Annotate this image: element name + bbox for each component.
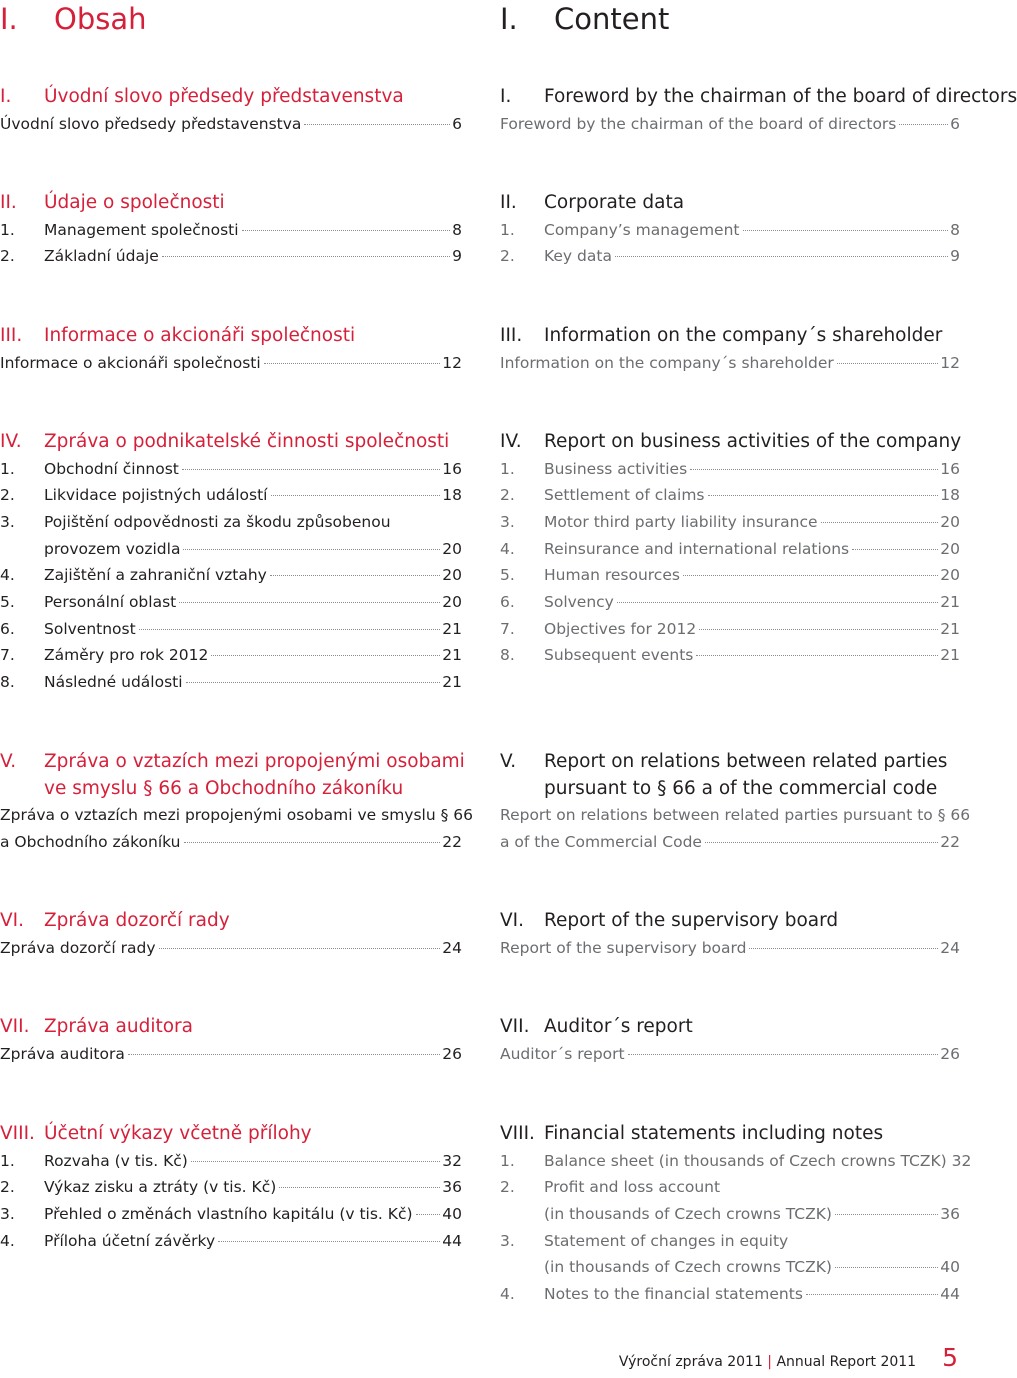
dot-leader — [182, 469, 440, 470]
toc-entry — [0, 589, 462, 616]
dot-leader — [835, 1214, 938, 1215]
dot-leader — [218, 1241, 440, 1242]
toc-entry — [0, 1041, 462, 1068]
entry-title: Report on relations between related parties pursuant to § 66 — [500, 806, 971, 824]
entry-title: Zpráva dozorčí rady — [0, 938, 156, 957]
dot-leader — [183, 549, 440, 550]
toc-entry — [500, 1148, 972, 1175]
entry-page-number: 20 — [940, 512, 960, 531]
toc-section — [500, 1121, 972, 1308]
entry-page-number: 21 — [940, 593, 960, 612]
toc-entry — [500, 616, 960, 643]
toc-entry — [500, 1281, 960, 1308]
entry-page-number: 8 — [950, 220, 960, 239]
footer-report-english: Annual Report 2011 — [776, 1354, 917, 1370]
toc-section — [500, 429, 960, 669]
dot-leader — [899, 124, 948, 125]
entry-title: Zajištění a zahraniční vztahy — [44, 566, 267, 585]
section-number: III. — [0, 325, 23, 346]
toc-entry — [0, 509, 462, 536]
entry-page-number: 18 — [940, 486, 960, 505]
section-title: Report on business activities of the company — [544, 431, 962, 452]
dot-leader — [835, 1267, 938, 1268]
section-heading — [0, 1014, 462, 1041]
page-title-english — [500, 2, 669, 36]
dot-leader — [690, 469, 938, 470]
entry-number: 1. — [500, 459, 515, 478]
entry-page-number: 21 — [442, 619, 462, 638]
entry-number: 2. — [500, 486, 515, 505]
section-title: Informace o akcionáři společnosti — [44, 325, 356, 346]
dot-leader — [184, 842, 441, 843]
section-title: Zpráva dozorčí rady — [44, 910, 230, 931]
section-number: III. — [500, 325, 523, 346]
section-heading — [500, 908, 960, 935]
section-number: VII. — [500, 1016, 530, 1037]
toc-entry — [0, 935, 462, 962]
entry-title: Subsequent events — [544, 646, 694, 665]
section-title: pursuant to § 66 a of the commercial code — [544, 777, 938, 799]
section-title: Úvodní slovo předsedy představenstva — [44, 86, 404, 107]
section-number: II. — [0, 192, 17, 213]
entry-page-number: 6 — [452, 114, 462, 133]
entry-number: 6. — [500, 593, 515, 612]
section-title: Účetní výkazy včetně přílohy — [44, 1123, 312, 1144]
toc-entry — [500, 509, 960, 536]
entry-number: 2. — [0, 486, 15, 505]
section-heading — [500, 323, 960, 350]
entry-title: Notes to the financial statements — [544, 1285, 803, 1304]
entry-page-number: 9 — [950, 247, 960, 266]
toc-entry — [500, 802, 971, 829]
section-heading — [0, 323, 462, 350]
entry-number: 7. — [500, 619, 515, 638]
dot-leader — [271, 495, 441, 496]
toc-entry — [0, 350, 462, 377]
toc-section — [0, 190, 462, 270]
entry-title: a of the Commercial Code — [500, 832, 702, 851]
entry-page-number: 9 — [452, 247, 462, 266]
entry-page-number: 36 — [442, 1178, 462, 1197]
entry-title: Company’s management — [544, 220, 740, 239]
section-title: Zpráva auditora — [44, 1016, 193, 1037]
dot-leader — [696, 655, 938, 656]
entry-number: 1. — [500, 220, 515, 239]
entry-number: 8. — [0, 673, 15, 692]
toc-section — [0, 84, 462, 137]
entry-number: 4. — [500, 539, 515, 558]
dot-leader — [279, 1187, 440, 1188]
section-heading — [0, 1121, 462, 1148]
toc-entry — [500, 111, 960, 138]
dot-leader — [617, 602, 938, 603]
section-title: Information on the company´s shareholder — [544, 325, 943, 346]
entry-number: 4. — [0, 1231, 15, 1250]
dot-leader — [304, 124, 450, 125]
toc-entry — [0, 669, 462, 696]
toc-entry — [0, 243, 462, 270]
entry-page-number: 20 — [442, 566, 462, 585]
dot-leader — [837, 363, 939, 364]
section-number: II. — [500, 192, 517, 213]
entry-title: Následné události — [44, 673, 183, 692]
entry-title: Management společnosti — [44, 220, 239, 239]
entry-page-number: 16 — [940, 459, 960, 478]
toc-entry — [0, 1148, 462, 1175]
entry-number: 3. — [500, 512, 515, 531]
section-number: VIII. — [500, 1123, 535, 1144]
dot-leader — [743, 230, 949, 231]
dot-leader — [242, 230, 451, 231]
dot-leader — [162, 256, 450, 257]
entry-title: a Obchodního zákoníku — [0, 832, 181, 851]
section-heading — [0, 190, 462, 217]
section-title: Corporate data — [544, 192, 685, 213]
toc-entry — [500, 1174, 960, 1201]
entry-page-number: 32 — [442, 1151, 462, 1170]
entry-title: Rozvaha (v tis. Kč) — [44, 1151, 188, 1170]
toc-section — [0, 908, 462, 961]
entry-title: (in thousands of Czech crowns TCZK) — [544, 1258, 832, 1277]
section-heading — [500, 749, 960, 776]
entry-page-number: 20 — [940, 566, 960, 585]
toc-entry — [0, 829, 462, 856]
section-heading — [500, 776, 960, 803]
entry-number: 5. — [0, 593, 15, 612]
section-title: ve smyslu § 66 a Obchodního zákoníku — [44, 777, 404, 799]
section-heading — [500, 190, 960, 217]
entry-page-number: 20 — [442, 539, 462, 558]
page-title-czech — [0, 2, 147, 36]
entry-number: 3. — [500, 1231, 515, 1250]
dot-leader — [699, 629, 938, 630]
toc-entry — [500, 536, 960, 563]
entry-page-number: 22 — [442, 832, 462, 851]
toc-entry — [500, 217, 960, 244]
toc-entry — [500, 243, 960, 270]
entry-title: Statement of changes in equity — [544, 1231, 789, 1250]
section-number: VII. — [0, 1016, 30, 1037]
section-title: Auditor´s report — [544, 1016, 693, 1037]
entry-title: Zpráva o vztazích mezi propojenými osobami ve smyslu § 66 — [0, 806, 474, 824]
toc-entry — [500, 482, 960, 509]
dot-leader — [852, 549, 938, 550]
entry-number: 6. — [0, 619, 15, 638]
footer-report-czech: Výroční zpráva 2011 — [618, 1354, 763, 1370]
section-number: VIII. — [0, 1123, 35, 1144]
toc-entry — [500, 350, 960, 377]
entry-title: Záměry pro rok 2012 — [44, 646, 209, 665]
toc-section — [0, 1121, 462, 1254]
entry-page-number: 24 — [442, 938, 462, 957]
toc-entry — [0, 562, 462, 589]
section-title: Zpráva o vztazích mezi propojenými osobami — [44, 751, 465, 772]
entry-page-number: 6 — [950, 114, 960, 133]
title-text: Content — [554, 2, 670, 36]
entry-page-number: 12 — [442, 353, 462, 372]
toc-entry — [0, 802, 474, 829]
entry-page-number: 8 — [452, 220, 462, 239]
entry-number: 8. — [500, 646, 515, 665]
toc-entry — [0, 1174, 462, 1201]
dot-leader — [186, 682, 441, 683]
dot-leader — [806, 1294, 938, 1295]
entry-title: Report of the supervisory board — [500, 938, 747, 957]
entry-title: Základní údaje — [44, 247, 159, 266]
toc-entry — [0, 217, 462, 244]
entry-number: 1. — [500, 1151, 515, 1170]
dot-leader — [821, 522, 939, 523]
entry-title: Obchodní činnost — [44, 459, 179, 478]
dot-leader — [191, 1161, 440, 1162]
section-number: I. — [500, 86, 512, 107]
dot-leader — [179, 602, 440, 603]
section-heading — [0, 749, 465, 776]
section-heading — [500, 84, 1017, 111]
section-number: VI. — [0, 910, 24, 931]
entry-page-number: 21 — [940, 619, 960, 638]
dot-leader — [270, 575, 440, 576]
section-heading — [0, 776, 462, 803]
toc-section — [0, 1014, 462, 1067]
entry-number: 1. — [0, 1151, 15, 1170]
entry-title: Solventnost — [44, 619, 136, 638]
entry-title: Settlement of claims — [544, 486, 705, 505]
toc-entry — [500, 1254, 960, 1281]
entry-page-number: 20 — [442, 593, 462, 612]
section-number: IV. — [0, 431, 22, 452]
entry-page-number: 26 — [940, 1044, 960, 1063]
section-title: Report of the supervisory board — [544, 910, 839, 931]
entry-page-number: 32 — [951, 1151, 972, 1170]
toc-entry — [500, 1228, 960, 1255]
toc-entry — [500, 562, 960, 589]
entry-number: 2. — [0, 1178, 15, 1197]
entry-page-number: 40 — [940, 1258, 960, 1277]
entry-title: Přehled o změnách vlastního kapitálu (v tis. Kč) — [44, 1204, 413, 1223]
entry-page-number: 22 — [940, 832, 960, 851]
entry-title: Úvodní slovo předsedy představenstva — [0, 114, 302, 133]
entry-title: Balance sheet (in thousands of Czech crowns TCZK) — [544, 1151, 947, 1170]
toc-entry — [500, 642, 960, 669]
entry-page-number: 21 — [442, 646, 462, 665]
entry-title: Solvency — [544, 593, 614, 612]
section-number: I. — [0, 86, 12, 107]
section-heading — [0, 429, 462, 456]
toc-section — [500, 908, 960, 961]
entry-title: Motor third party liability insurance — [544, 512, 818, 531]
entry-page-number: 18 — [442, 486, 462, 505]
section-title: Údaje o společnosti — [44, 192, 225, 213]
page-footer — [619, 1343, 958, 1372]
toc-entry — [0, 111, 462, 138]
toc-entry — [0, 536, 462, 563]
footer-text — [619, 1354, 916, 1370]
dot-leader — [683, 575, 938, 576]
toc-entry — [500, 456, 960, 483]
dot-leader — [211, 655, 440, 656]
entry-number: 5. — [500, 566, 515, 585]
toc-entry — [0, 482, 462, 509]
section-heading — [500, 1121, 960, 1148]
toc-entry — [0, 642, 462, 669]
entry-title: Výkaz zisku a ztráty (v tis. Kč) — [44, 1178, 277, 1197]
entry-number: 2. — [500, 1178, 515, 1197]
toc-section — [0, 323, 462, 376]
toc-section — [500, 323, 960, 376]
entry-title: Informace o akcionáři společnosti — [0, 353, 261, 372]
entry-page-number: 26 — [442, 1044, 462, 1063]
entry-title: Profit and loss account — [544, 1178, 721, 1197]
toc-entry — [500, 1041, 960, 1068]
entry-title: Key data — [544, 247, 612, 266]
entry-page-number: 44 — [442, 1231, 462, 1250]
toc-entry — [500, 935, 960, 962]
section-title: Report on relations between related parties — [544, 751, 948, 772]
toc-entry — [0, 616, 462, 643]
entry-title: Objectives for 2012 — [544, 619, 697, 638]
entry-page-number: 16 — [442, 459, 462, 478]
section-number: V. — [500, 751, 517, 772]
dot-leader — [416, 1214, 441, 1215]
entry-title: Reinsurance and international relations — [544, 539, 850, 558]
entry-title: Likvidace pojistných událostí — [44, 486, 268, 505]
entry-title: Pojištění odpovědnosti za škodu způsobenou — [44, 512, 391, 531]
section-title: Foreword by the chairman of the board of directors — [544, 86, 1017, 107]
section-title: Zpráva o podnikatelské činnosti společnosti — [44, 431, 450, 452]
dot-leader — [628, 1054, 939, 1055]
title-number: I. — [500, 2, 518, 36]
toc-section — [500, 1014, 960, 1067]
entry-number: 1. — [0, 220, 15, 239]
section-number — [0, 776, 44, 803]
section-heading — [500, 1014, 960, 1041]
toc-entry — [500, 829, 960, 856]
entry-page-number: 36 — [940, 1204, 960, 1223]
entry-number: 7. — [0, 646, 15, 665]
entry-page-number: 12 — [940, 353, 960, 372]
entry-page-number: 21 — [442, 673, 462, 692]
entry-number: 3. — [0, 512, 15, 531]
toc-section — [0, 749, 474, 855]
toc-section — [500, 84, 1017, 137]
entry-title: Business activities — [544, 459, 688, 478]
entry-page-number: 44 — [940, 1285, 960, 1304]
entry-title: Zpráva auditora — [0, 1044, 125, 1063]
dot-leader — [615, 256, 948, 257]
toc-entry — [0, 1228, 462, 1255]
dot-leader — [749, 948, 938, 949]
toc-section — [500, 749, 971, 855]
entry-page-number: 21 — [940, 646, 960, 665]
entry-number: 2. — [0, 247, 15, 266]
dot-leader — [705, 842, 938, 843]
toc-entry — [0, 1201, 462, 1228]
entry-title: Příloha účetní závěrky — [44, 1231, 216, 1250]
dot-leader — [128, 1054, 440, 1055]
footer-separator: | — [762, 1354, 777, 1370]
toc-entry — [0, 456, 462, 483]
section-number: VI. — [500, 910, 524, 931]
section-heading — [500, 429, 960, 456]
entry-page-number: 24 — [940, 938, 960, 957]
entry-title: (in thousands of Czech crowns TCZK) — [544, 1204, 832, 1223]
entry-number: 1. — [0, 459, 15, 478]
title-text: Obsah — [54, 2, 147, 36]
entry-page-number: 40 — [442, 1204, 462, 1223]
entry-number: 4. — [0, 566, 15, 585]
dot-leader — [708, 495, 939, 496]
entry-title: provozem vozidla — [44, 539, 181, 558]
entry-title: Human resources — [544, 566, 680, 585]
entry-number: 4. — [500, 1285, 515, 1304]
section-title: Financial statements including notes — [544, 1123, 884, 1144]
section-number: V. — [0, 751, 17, 772]
page-number: 5 — [942, 1343, 958, 1372]
dot-leader — [139, 629, 441, 630]
dot-leader — [159, 948, 441, 949]
toc-section — [0, 429, 462, 696]
toc-section — [500, 190, 960, 270]
entry-title: Personální oblast — [44, 593, 177, 612]
section-number — [500, 776, 544, 803]
toc-entry — [500, 1201, 960, 1228]
entry-title: Foreword by the chairman of the board of directors — [500, 114, 897, 133]
dot-leader — [264, 363, 441, 364]
entry-number: 2. — [500, 247, 515, 266]
section-heading — [0, 84, 462, 111]
section-number: IV. — [500, 431, 522, 452]
toc-entry — [500, 589, 960, 616]
section-heading — [0, 908, 462, 935]
entry-title: Auditor´s report — [500, 1044, 625, 1063]
title-number: I. — [0, 2, 18, 36]
entry-number: 3. — [0, 1204, 15, 1223]
entry-title: Information on the company´s shareholder — [500, 353, 834, 372]
entry-page-number: 20 — [940, 539, 960, 558]
